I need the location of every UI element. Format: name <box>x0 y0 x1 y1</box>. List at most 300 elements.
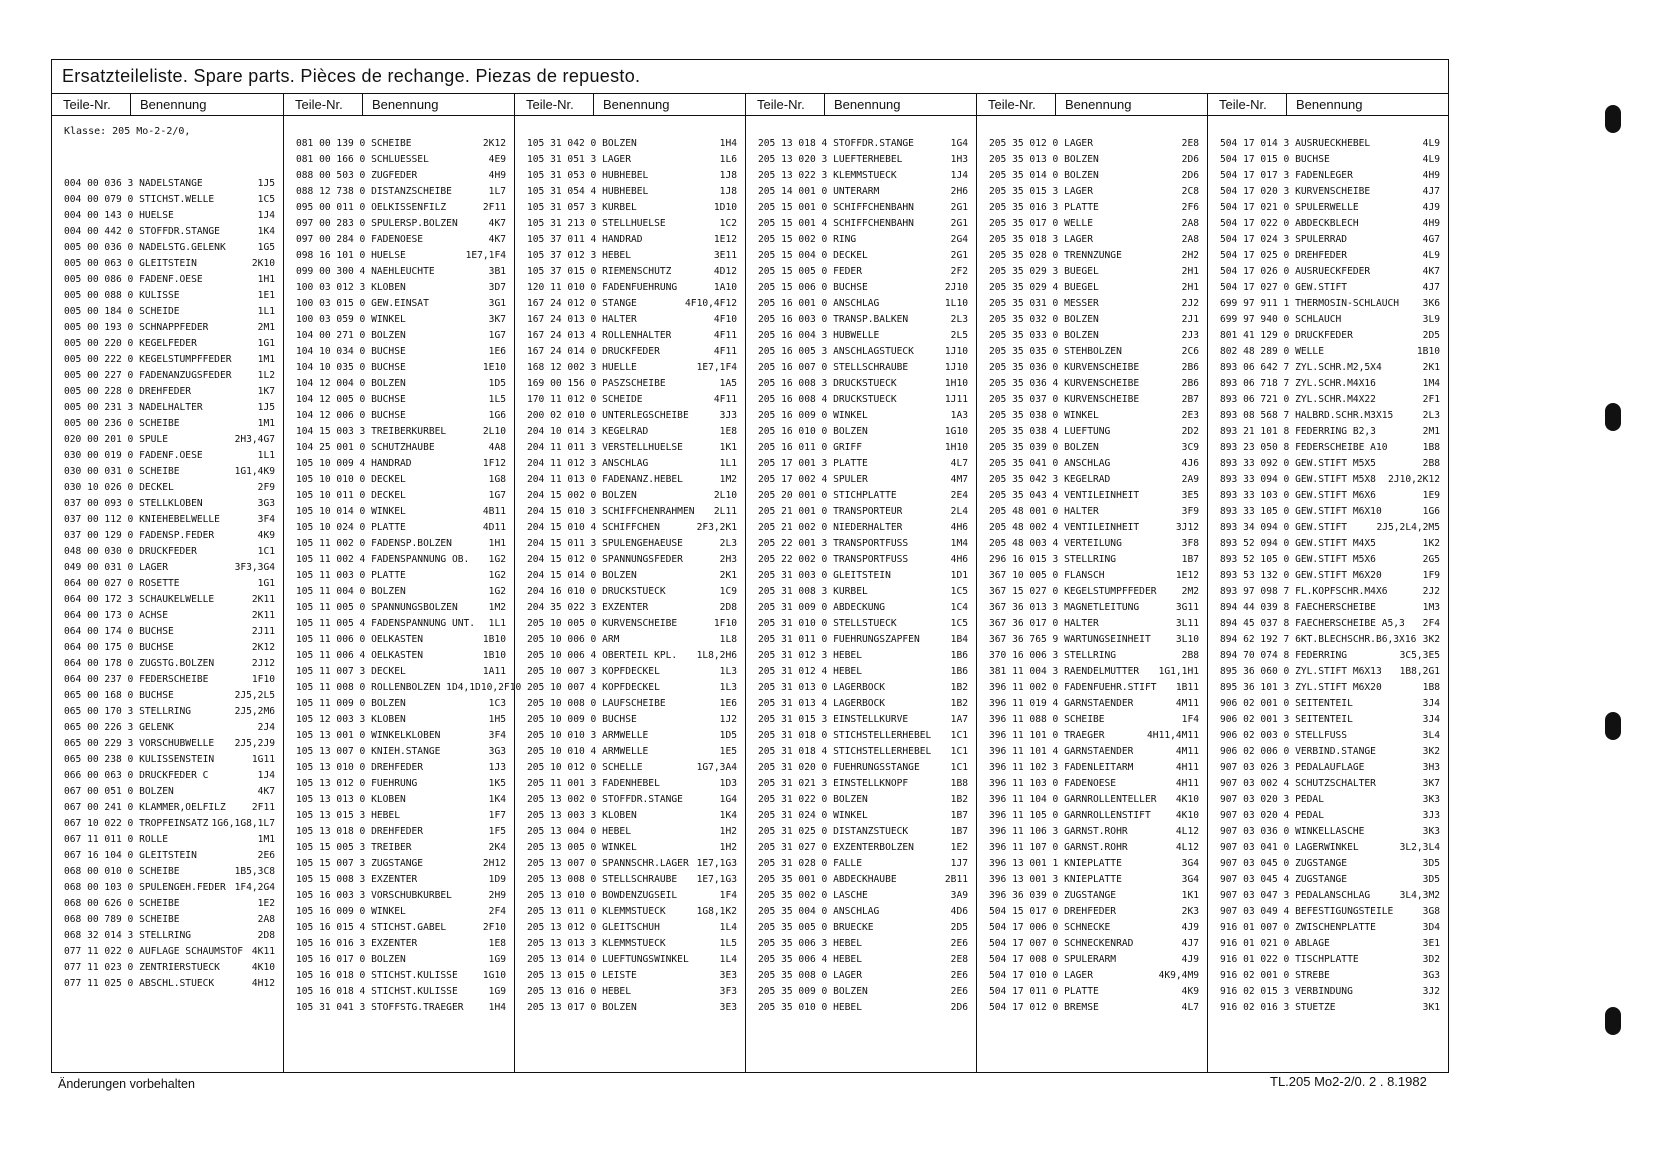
table-row <box>515 936 745 952</box>
part-entry: 205 31 027 0 EXZENTERBOLZEN <box>758 842 914 853</box>
table-row <box>515 456 745 472</box>
figure-reference: 2J12 <box>251 658 275 669</box>
table-row <box>52 512 283 528</box>
figure-reference: 1G1,1H1 <box>1158 666 1199 677</box>
figure-reference: 3L10 <box>1175 634 1199 645</box>
figure-reference: 3G3 <box>488 746 506 757</box>
part-entry: 205 35 012 0 LAGER <box>989 138 1093 149</box>
figure-reference: 3E1 <box>1422 938 1440 949</box>
part-entry: 367 10 005 0 FLANSCH <box>989 570 1105 581</box>
part-entry: 065 00 238 0 KULISSENSTEIN <box>64 754 215 765</box>
figure-reference: 1E12 <box>1175 570 1199 581</box>
figure-reference: 2E6 <box>950 938 968 949</box>
part-entry: 105 11 006 0 OELKASTEN <box>296 634 424 645</box>
part-entry: 205 13 002 0 STOFFDR.STANGE <box>527 794 683 805</box>
figure-reference: 1J2 <box>719 714 737 725</box>
figure-reference: 2H9 <box>488 890 506 901</box>
part-entry: 893 06 721 0 ZYL.SCHR.M4X22 <box>1220 394 1376 405</box>
column-header <box>284 94 514 116</box>
table-row <box>52 928 283 944</box>
figure-reference: 2K11 <box>251 610 275 621</box>
table-row <box>746 440 976 456</box>
figure-reference: 3L4 <box>1422 730 1440 741</box>
table-row <box>977 136 1207 152</box>
table-row <box>52 224 283 240</box>
part-entry: 504 17 022 0 ABDECKBLECH <box>1220 218 1359 229</box>
figure-reference: 4F10 <box>713 314 737 325</box>
table-row <box>284 136 514 152</box>
table-row <box>746 488 976 504</box>
part-entry: 105 37 011 4 HANDRAD <box>527 234 643 245</box>
figure-reference: 3G1 <box>488 298 506 309</box>
figure-reference: 2L10 <box>482 426 506 437</box>
header-name: Benennung <box>834 97 901 112</box>
table-row <box>746 216 976 232</box>
part-entry: 205 13 012 0 GLEITSCHUH <box>527 922 660 933</box>
table-row <box>284 728 514 744</box>
table-row <box>977 408 1207 424</box>
figure-reference: 4K7 <box>488 234 506 245</box>
table-row <box>515 376 745 392</box>
table-row <box>52 912 283 928</box>
part-entry: 100 03 015 0 GEW.EINSAT <box>296 298 429 309</box>
table-row <box>515 760 745 776</box>
figure-reference: 4L7 <box>1181 1002 1199 1013</box>
figure-reference: 4G7 <box>1422 234 1440 245</box>
table-row <box>746 200 976 216</box>
figure-reference: 2E4 <box>950 490 968 501</box>
part-entry: 205 35 038 4 LUEFTUNG <box>989 426 1111 437</box>
table-row <box>746 760 976 776</box>
figure-reference: 1B2 <box>950 698 968 709</box>
part-entry: 064 00 173 0 ACHSE <box>64 610 168 621</box>
figure-reference: 2F11 <box>251 802 275 813</box>
figure-reference: 1K4 <box>719 810 737 821</box>
part-entry: 205 16 008 3 DRUCKSTUECK <box>758 378 897 389</box>
figure-reference: 1F10 <box>713 618 737 629</box>
figure-reference: 2B6 <box>1181 362 1199 373</box>
part-entry: 205 16 004 3 HUBWELLE <box>758 330 880 341</box>
part-entry: 205 31 009 0 ABDECKUNG <box>758 602 886 613</box>
punch-hole <box>1605 105 1621 133</box>
part-entry: 205 31 021 3 EINSTELLKNOPF <box>758 778 909 789</box>
table-row <box>746 824 976 840</box>
figure-reference: 1D1 <box>950 570 968 581</box>
figure-reference: 2H2 <box>1181 250 1199 261</box>
figure-reference: 3C9 <box>1181 442 1199 453</box>
part-entry: 205 35 036 0 KURVENSCHEIBE <box>989 362 1140 373</box>
table-row <box>1208 504 1448 520</box>
figure-reference: 2J1 <box>1181 314 1199 325</box>
figure-reference: 1A5 <box>719 378 737 389</box>
table-row <box>746 600 976 616</box>
figure-reference: 1L1 <box>257 450 275 461</box>
part-entry: 370 16 006 3 STELLRING <box>989 650 1117 661</box>
table-row <box>746 296 976 312</box>
part-entry: 065 00 229 3 VORSCHUBWELLE <box>64 738 215 749</box>
table-row <box>746 984 976 1000</box>
figure-reference: 4K11 <box>251 946 275 957</box>
part-entry: 504 17 012 0 BREMSE <box>989 1002 1099 1013</box>
part-entry: 504 17 024 3 SPULERRAD <box>1220 234 1348 245</box>
table-row <box>977 968 1207 984</box>
part-entry: 100 03 012 3 KLOBEN <box>296 282 406 293</box>
table-row <box>52 864 283 880</box>
part-entry: 205 10 012 0 SCHELLE <box>527 762 643 773</box>
figure-reference: 1M4 <box>950 538 968 549</box>
table-row <box>746 872 976 888</box>
part-entry: 396 11 104 0 GARNROLLENTELLER <box>989 794 1157 805</box>
table-row <box>515 632 745 648</box>
figure-reference: 3J3 <box>1422 810 1440 821</box>
table-row <box>52 432 283 448</box>
column-header <box>977 94 1207 116</box>
table-row <box>515 200 745 216</box>
table-row <box>1208 856 1448 872</box>
table-row <box>515 1000 745 1016</box>
table-row <box>977 360 1207 376</box>
figure-reference: 1F7 <box>488 810 506 821</box>
table-row <box>746 920 976 936</box>
table-row <box>515 648 745 664</box>
part-entry: 064 00 027 0 ROSETTE <box>64 578 180 589</box>
part-entry: 065 00 170 3 STELLRING <box>64 706 192 717</box>
figure-reference: 2G1 <box>950 250 968 261</box>
part-entry: 105 31 057 3 KURBEL <box>527 202 637 213</box>
parts-columns <box>52 94 1448 1072</box>
figure-reference: 1B7 <box>950 826 968 837</box>
parts-column-3 <box>514 94 745 1072</box>
part-entry: 066 00 063 0 DRUCKFEDER C <box>64 770 209 781</box>
table-row <box>746 392 976 408</box>
part-entry: 205 31 010 0 STELLSTUECK <box>758 618 897 629</box>
table-row <box>52 208 283 224</box>
part-entry: 167 24 013 4 ROLLENHALTER <box>527 330 672 341</box>
figure-reference: 1G2 <box>488 554 506 565</box>
figure-reference: 3E3 <box>719 970 737 981</box>
figure-reference: 2K12 <box>482 138 506 149</box>
part-entry: 205 16 001 0 ANSCHLAG <box>758 298 880 309</box>
part-entry: 504 17 021 0 SPULERWELLE <box>1220 202 1359 213</box>
figure-reference: 1B2 <box>950 794 968 805</box>
table-row <box>1208 456 1448 472</box>
table-row <box>515 968 745 984</box>
figure-reference: 2E6 <box>257 850 275 861</box>
table-row <box>284 872 514 888</box>
figure-reference: 1C4 <box>950 602 968 613</box>
part-entry: 105 16 016 3 EXZENTER <box>296 938 418 949</box>
figure-reference: 1K2 <box>1422 538 1440 549</box>
figure-reference: 1G7 <box>488 330 506 341</box>
header-divider <box>130 94 131 115</box>
part-entry: 068 00 010 0 SCHEIBE <box>64 866 180 877</box>
figure-reference: 4D6 <box>950 906 968 917</box>
table-row <box>52 640 283 656</box>
figure-reference: 4H9 <box>1422 218 1440 229</box>
part-entry: 504 17 015 0 BUCHSE <box>1220 154 1330 165</box>
figure-reference: 1C1 <box>950 730 968 741</box>
part-entry: 097 00 283 0 SPULERSP.BOLZEN <box>296 218 458 229</box>
title-row <box>52 60 1448 94</box>
table-row <box>52 288 283 304</box>
table-row <box>1208 824 1448 840</box>
table-row <box>284 280 514 296</box>
part-entry: 906 02 001 3 SEITENTEIL <box>1220 714 1353 725</box>
table-row <box>52 896 283 912</box>
part-entry: 504 17 025 0 DREHFEDER <box>1220 250 1348 261</box>
part-entry: 205 13 014 0 LUEFTUNGSWINKEL <box>527 954 689 965</box>
figure-reference: 4F11 <box>713 394 737 405</box>
part-entry: 064 00 172 3 SCHAUKELWELLE <box>64 594 215 605</box>
table-row <box>1208 696 1448 712</box>
figure-reference: 3K2 <box>1422 634 1440 645</box>
table-row <box>977 728 1207 744</box>
part-entry: 205 17 002 4 SPULER <box>758 474 868 485</box>
table-row <box>977 520 1207 536</box>
table-row <box>746 776 976 792</box>
figure-reference: 1B4 <box>950 634 968 645</box>
figure-reference: 1B2 <box>950 682 968 693</box>
part-entry: 204 16 010 0 DRUCKSTUECK <box>527 586 666 597</box>
figure-reference: 1G2 <box>488 570 506 581</box>
table-row <box>515 344 745 360</box>
part-entry: 205 13 008 0 STELLSCHRAUBE <box>527 874 678 885</box>
figure-reference: 4K9 <box>1181 986 1199 997</box>
table-row <box>1208 360 1448 376</box>
figure-reference: 3G4 <box>1181 874 1199 885</box>
footer-note: Änderungen vorbehalten <box>58 1077 195 1091</box>
table-row <box>977 696 1207 712</box>
table-row <box>284 184 514 200</box>
part-entry: 893 33 105 0 GEW.STIFT M6X10 <box>1220 506 1382 517</box>
part-entry: 005 00 086 0 FADENF.OESE <box>64 274 203 285</box>
table-row <box>746 344 976 360</box>
part-entry: 396 11 106 3 GARNST.ROHR <box>989 826 1128 837</box>
table-row <box>977 472 1207 488</box>
figure-reference: 4J9 <box>1181 922 1199 933</box>
parts-list-sheet <box>51 59 1449 1073</box>
part-entry: 893 23 050 8 FEDERSCHEIBE A10 <box>1220 442 1388 453</box>
figure-reference: 1B7 <box>1181 554 1199 565</box>
table-row <box>515 952 745 968</box>
table-row <box>515 616 745 632</box>
table-row <box>746 168 976 184</box>
table-row <box>746 312 976 328</box>
figure-reference: 2F4 <box>1422 618 1440 629</box>
part-entry: 893 53 132 0 GEW.STIFT M6X20 <box>1220 570 1382 581</box>
figure-reference: 3K3 <box>1422 794 1440 805</box>
part-entry: 068 32 014 3 STELLRING <box>64 930 192 941</box>
part-entry: 081 00 139 0 SCHEIBE <box>296 138 412 149</box>
table-row <box>977 792 1207 808</box>
figure-reference: 1A10 <box>713 282 737 293</box>
part-entry: 205 13 016 0 HEBEL <box>527 986 631 997</box>
table-row <box>1208 520 1448 536</box>
figure-reference: 2J10,2K12 <box>1388 474 1440 485</box>
table-row <box>284 856 514 872</box>
document-reference: TL.205 Mo2-2/0. 2 . 8.1982 <box>1270 1074 1427 1089</box>
figure-reference: 1L4 <box>719 954 737 965</box>
figure-reference: 1M1 <box>257 418 275 429</box>
part-entry: 105 15 008 3 EXZENTER <box>296 874 418 885</box>
figure-reference: 4K10 <box>1175 810 1199 821</box>
part-entry: 205 31 013 0 LAGERBOCK <box>758 682 886 693</box>
table-row <box>977 776 1207 792</box>
part-entry: 205 35 008 0 LAGER <box>758 970 862 981</box>
part-entry: 205 35 035 0 STEHBOLZEN <box>989 346 1122 357</box>
part-entry: 205 13 017 0 BOLZEN <box>527 1002 637 1013</box>
table-row <box>52 384 283 400</box>
table-row <box>977 440 1207 456</box>
part-entry: 095 00 011 0 OELKISSENFILZ <box>296 202 447 213</box>
part-entry: 205 31 024 0 WINKEL <box>758 810 868 821</box>
table-row <box>284 824 514 840</box>
figure-reference: 2E3 <box>1181 410 1199 421</box>
figure-reference: 3K1 <box>1422 1002 1440 1013</box>
figure-reference: 1F9 <box>1422 570 1440 581</box>
part-entry: 504 17 017 3 FADENLEGER <box>1220 170 1353 181</box>
figure-reference: 2E6 <box>950 986 968 997</box>
part-entry: 037 00 129 0 FADENSP.FEDER <box>64 530 215 541</box>
table-row <box>515 424 745 440</box>
figure-reference: 1D5 <box>488 378 506 389</box>
figure-reference: 2K1 <box>1422 362 1440 373</box>
table-row <box>1208 232 1448 248</box>
part-entry: 367 36 017 0 HALTER <box>989 618 1099 629</box>
table-row <box>52 352 283 368</box>
figure-reference: 2H6 <box>950 186 968 197</box>
part-entry: 005 00 222 0 KEGELSTUMPFFEDER <box>64 354 232 365</box>
figure-reference: 2K11 <box>251 594 275 605</box>
figure-reference: 1K4 <box>488 794 506 805</box>
figure-reference: 3J12 <box>1175 522 1199 533</box>
figure-reference: 3D4 <box>1422 922 1440 933</box>
table-row <box>977 248 1207 264</box>
figure-reference: 2D5 <box>1422 330 1440 341</box>
table-row <box>515 856 745 872</box>
table-row <box>284 536 514 552</box>
figure-reference: 1L1 <box>488 618 506 629</box>
figure-reference: 2K10 <box>251 258 275 269</box>
table-row <box>52 256 283 272</box>
table-row <box>977 552 1207 568</box>
table-row <box>746 936 976 952</box>
part-entry: 105 31 041 3 STOFFSTG.TRAEGER <box>296 1002 464 1013</box>
figure-reference: 3F9 <box>1181 506 1199 517</box>
part-entry: 205 11 001 3 FADENHEBEL <box>527 778 660 789</box>
figure-reference: 1J3 <box>488 762 506 773</box>
part-entry: 504 17 014 3 AUSRUECKHEBEL <box>1220 138 1371 149</box>
figure-reference: 1E2 <box>257 898 275 909</box>
figure-reference: 1J4 <box>257 770 275 781</box>
figure-reference: 4J9 <box>1422 202 1440 213</box>
table-row <box>284 520 514 536</box>
figure-reference: 3E5 <box>1181 490 1199 501</box>
figure-reference: 4J6 <box>1181 458 1199 469</box>
table-row <box>284 248 514 264</box>
part-entry: 205 10 005 0 KURVENSCHEIBE <box>527 618 678 629</box>
table-row <box>1208 552 1448 568</box>
part-entry: 205 16 003 0 TRANSP.BALKEN <box>758 314 909 325</box>
table-row <box>284 408 514 424</box>
figure-reference: 1J4 <box>257 210 275 221</box>
table-row <box>515 520 745 536</box>
table-row <box>515 392 745 408</box>
figure-reference: 4K10 <box>1175 794 1199 805</box>
table-row <box>284 792 514 808</box>
figure-reference: 3E3 <box>719 1002 737 1013</box>
header-part-no: Teile-Nr. <box>63 97 111 112</box>
part-entry: 065 00 226 3 GELENK <box>64 722 174 733</box>
table-row <box>1208 584 1448 600</box>
table-row <box>284 360 514 376</box>
table-row <box>1208 424 1448 440</box>
part-entry: 205 13 022 3 KLEMMSTUECK <box>758 170 897 181</box>
figure-reference: 2E8 <box>1181 138 1199 149</box>
table-row <box>284 424 514 440</box>
part-entry: 105 11 005 0 SPANNUNGSBOLZEN <box>296 602 458 613</box>
figure-reference: 1B11 <box>1175 682 1199 693</box>
table-row <box>284 296 514 312</box>
table-row <box>284 760 514 776</box>
part-entry: 204 15 010 3 SCHIFFCHENRAHMEN <box>527 506 695 517</box>
figure-reference: 4K9 <box>257 530 275 541</box>
table-row <box>515 328 745 344</box>
part-entry: 120 11 010 0 FADENFUEHRUNG <box>527 282 678 293</box>
figure-reference: 4L9 <box>1422 154 1440 165</box>
table-row <box>1208 296 1448 312</box>
part-entry: 005 00 063 0 GLEITSTEIN <box>64 258 197 269</box>
table-row <box>515 472 745 488</box>
figure-reference: 1B8 <box>950 778 968 789</box>
part-entry: 396 11 107 0 GARNST.ROHR <box>989 842 1128 853</box>
figure-reference: 2E6 <box>950 970 968 981</box>
figure-reference: 1G1 <box>257 578 275 589</box>
part-entry: 205 48 003 4 VERTEILUNG <box>989 538 1122 549</box>
table-row <box>52 720 283 736</box>
table-row <box>284 376 514 392</box>
table-row <box>284 456 514 472</box>
part-entry: 916 01 021 0 ABLAGE <box>1220 938 1330 949</box>
part-entry: 906 02 006 0 VERBIND.STANGE <box>1220 746 1376 757</box>
figure-reference: 2J5,2L5 <box>234 690 275 701</box>
part-entry: 105 11 006 4 OELKASTEN <box>296 650 424 661</box>
table-row <box>1208 984 1448 1000</box>
table-row <box>746 472 976 488</box>
part-entry: 907 03 045 4 ZUGSTANGE <box>1220 874 1348 885</box>
table-row <box>746 568 976 584</box>
table-row <box>52 784 283 800</box>
part-entry: 104 12 006 0 BUCHSE <box>296 410 406 421</box>
header-part-no: Teile-Nr. <box>1219 97 1267 112</box>
part-entry: 205 13 004 0 HEBEL <box>527 826 631 837</box>
figure-reference: 4M11 <box>1175 698 1199 709</box>
part-entry: 907 03 020 4 PEDAL <box>1220 810 1324 821</box>
table-row <box>746 376 976 392</box>
part-entry: 068 00 103 0 SPULENGEH.FEDER <box>64 882 226 893</box>
table-row <box>515 568 745 584</box>
figure-reference: 1G7,3A4 <box>696 762 737 773</box>
table-row <box>977 984 1207 1000</box>
figure-reference: 1L4 <box>719 922 737 933</box>
part-entry: 504 17 027 0 GEW.STIFT <box>1220 282 1348 293</box>
figure-reference: 1C1 <box>950 746 968 757</box>
figure-reference: 3G4 <box>1181 858 1199 869</box>
figure-reference: 1H10 <box>944 378 968 389</box>
part-entry: 907 03 041 0 LAGERWINKEL <box>1220 842 1359 853</box>
figure-reference: 1G6 <box>1422 506 1440 517</box>
part-entry: 205 35 005 0 BRUECKE <box>758 922 874 933</box>
